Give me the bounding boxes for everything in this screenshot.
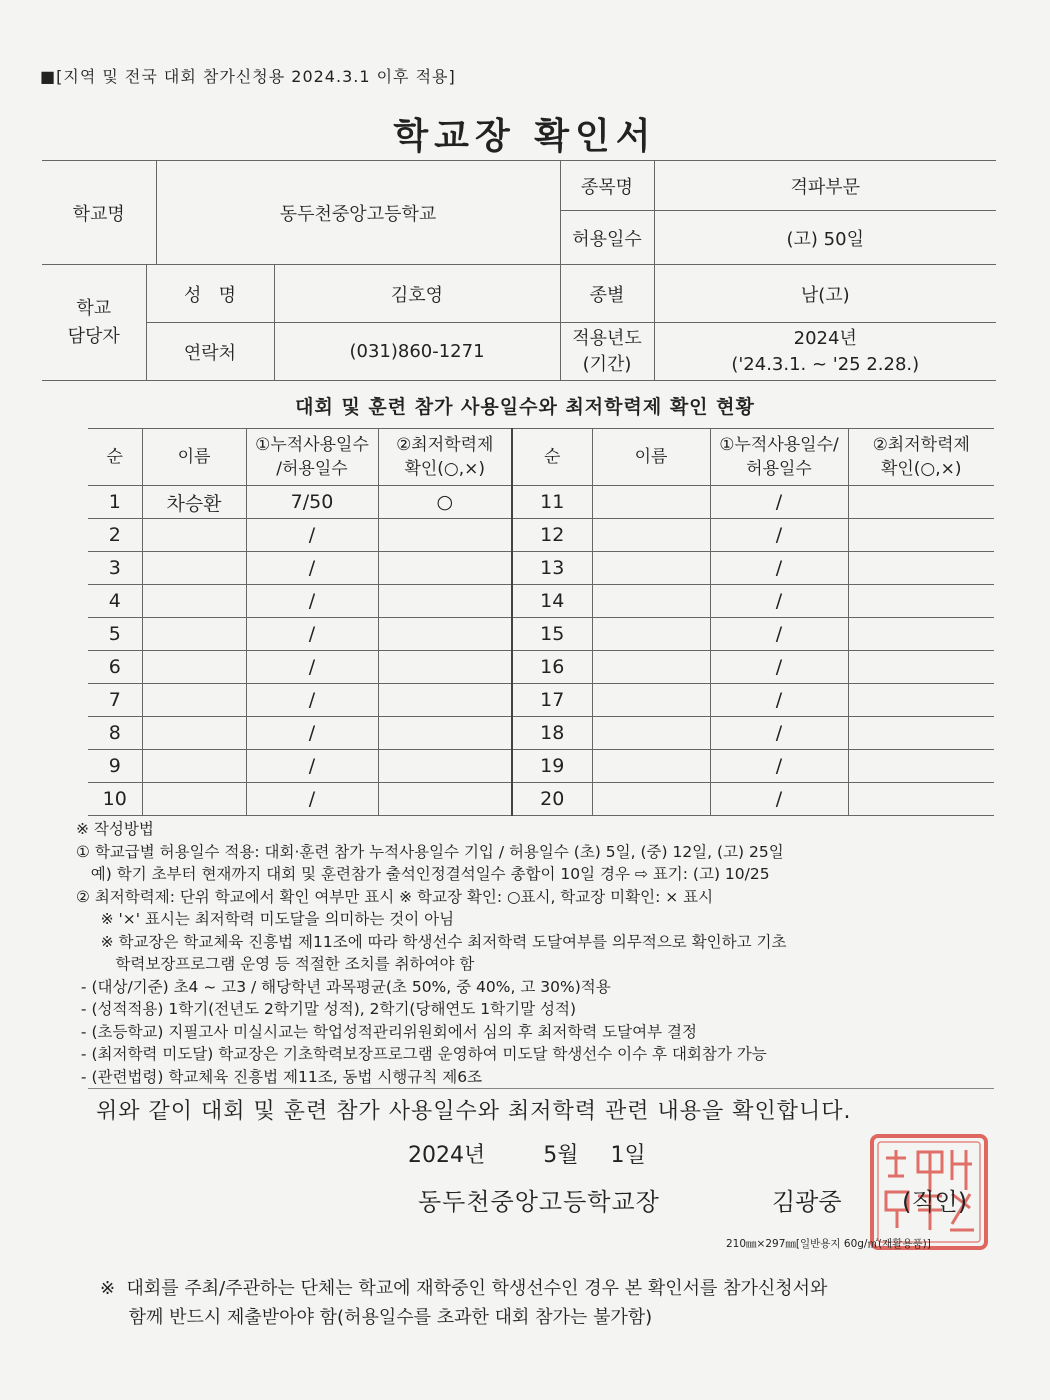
row-check	[848, 684, 994, 717]
row-no: 10	[88, 783, 142, 816]
row-no: 14	[512, 585, 592, 618]
table-row	[88, 651, 994, 684]
row-name	[592, 651, 710, 684]
table-row	[88, 519, 994, 552]
note-line: ※ 학교장은 학교체육 진흥법 제11조에 따라 학생선수 최저학력 도달여부를 의무적으로 확인하고 기초	[76, 932, 787, 951]
row-name	[142, 519, 246, 552]
divider	[88, 1088, 994, 1089]
row-no: 18	[512, 717, 592, 750]
school-label: 학교명	[42, 161, 156, 265]
row-check	[378, 618, 512, 651]
note-line: - (대상/기준) 초4 ~ 고3 / 해당학년 과목평균(초 50%, 중 40%, 고 30%)적용	[76, 977, 611, 996]
row-usage: /	[246, 783, 378, 816]
row-name	[592, 519, 710, 552]
col-usage-right-l1: ①누적사용일수/	[719, 435, 839, 455]
row-usage: /	[710, 618, 848, 651]
year-label	[560, 323, 654, 381]
row-check	[848, 717, 994, 750]
row-usage: 7/50	[246, 486, 378, 519]
row-check	[378, 585, 512, 618]
table-row	[88, 750, 994, 783]
signature-school: 동두천중앙고등학교장	[418, 1188, 660, 1216]
year-value	[654, 323, 996, 381]
row-no: 12	[512, 519, 592, 552]
row-usage: /	[710, 552, 848, 585]
name-label: 성 명	[146, 265, 274, 323]
note-line: ※ 작성방법	[76, 820, 154, 838]
row-no: 8	[88, 717, 142, 750]
row-no: 1	[88, 486, 142, 519]
row-no: 20	[512, 783, 592, 816]
contact-label: 연락처	[146, 323, 274, 381]
table-row	[88, 585, 994, 618]
row-check	[378, 783, 512, 816]
row-usage: /	[246, 651, 378, 684]
note-line: - (초등학교) 지필고사 미실시교는 학업성적관리위원회에서 심의 후 최저학력 도달여부 결정	[76, 1022, 697, 1041]
row-no: 16	[512, 651, 592, 684]
row-no: 4	[88, 585, 142, 618]
col-check-left-l2: 확인(○,×)	[404, 459, 486, 479]
table-row	[88, 684, 994, 717]
row-usage: /	[246, 717, 378, 750]
row-check	[378, 651, 512, 684]
name-value: 김호영	[274, 265, 560, 323]
info-table	[42, 160, 996, 381]
note-line: 학력보장프로그램 운영 등 적절한 조치를 취하여야 함	[76, 955, 475, 973]
category-value: 남(고)	[654, 265, 996, 323]
row-check	[848, 585, 994, 618]
row-check	[848, 618, 994, 651]
row-check	[848, 750, 994, 783]
event-value: 격파부문	[654, 161, 996, 211]
row-name	[142, 684, 246, 717]
col-check-right-l2: 확인(○,×)	[880, 459, 962, 479]
header-note: ■[지역 및 전국 대회 참가신청용 2024.3.1 이후 적용]	[40, 67, 456, 86]
row-usage: /	[710, 783, 848, 816]
row-usage: /	[246, 519, 378, 552]
note-line: ① 학교급별 허용일수 적용: 대회·훈련 참가 누적사용일수 기입 / 허용일수 (초) 5일, (중) 12일, (고) 25일	[76, 842, 784, 861]
row-check	[848, 783, 994, 816]
table-row	[88, 552, 994, 585]
year-label-line2: (기간)	[582, 353, 632, 375]
row-no: 2	[88, 519, 142, 552]
row-name	[592, 552, 710, 585]
row-usage: /	[710, 750, 848, 783]
col-usage-left-l1: ①누적사용일수	[255, 435, 369, 455]
row-name	[592, 486, 710, 519]
date-year: 2024년	[408, 1143, 486, 1168]
row-usage: /	[246, 684, 378, 717]
year-label-line1: 적용년도	[572, 327, 642, 349]
row-name	[592, 750, 710, 783]
row-name	[142, 552, 246, 585]
page-title: 학교장 확인서	[393, 116, 657, 157]
row-name: 차승환	[142, 486, 246, 519]
row-check: ○	[378, 486, 512, 519]
row-name	[592, 717, 710, 750]
row-check	[848, 651, 994, 684]
table-row	[88, 486, 994, 519]
writing-instructions	[76, 818, 996, 1088]
col-name-left: 이름	[142, 429, 246, 486]
col-usage-right-l2: 허용일수	[746, 459, 812, 479]
note-line: ② 최저학력제: 단위 학교에서 확인 여부만 표시 ※ 학교장 확인: ○표시, 학교장 미확인: × 표시	[76, 887, 714, 906]
table-row	[88, 783, 994, 816]
year-value-line1: 2024년	[793, 327, 857, 349]
row-check	[378, 684, 512, 717]
row-no: 11	[512, 486, 592, 519]
col-usage-left	[246, 429, 378, 486]
row-check	[378, 552, 512, 585]
row-check	[848, 552, 994, 585]
col-usage-left-l2: /허용일수	[276, 459, 348, 479]
contact-value: (031)860-1271	[274, 323, 560, 381]
date-day: 1일	[610, 1143, 646, 1168]
issue-date	[408, 1138, 646, 1169]
col-usage-right	[710, 429, 848, 486]
row-usage: /	[710, 585, 848, 618]
row-usage: /	[710, 684, 848, 717]
footer-line-2: 함께 반드시 제출받아야 함(허용일수를 초과한 대회 참가는 불가함)	[100, 1307, 653, 1328]
row-usage: /	[710, 717, 848, 750]
row-check	[378, 717, 512, 750]
note-line: 예) 학기 초부터 현재까지 대회 및 훈련참가 출석인정결석일수 총합이 10일 경우 ⇨ 표기: (고) 10/25	[76, 865, 770, 883]
status-table	[88, 428, 994, 816]
col-name-right: 이름	[592, 429, 710, 486]
row-no: 9	[88, 750, 142, 783]
note-line: - (성적적용) 1학기(전년도 2학기말 성적), 2학기(당해연도 1학기말 성적)	[76, 1000, 576, 1018]
col-check-right-l1: ②최저학력제	[872, 435, 970, 455]
year-value-line2: ('24.3.1. ~ '25 2.28.)	[731, 353, 920, 375]
school-value: 동두천중앙고등학교	[156, 161, 560, 265]
signature-name: 김광중	[772, 1188, 842, 1216]
manager-label: 학교 담당자	[42, 265, 146, 381]
row-no: 13	[512, 552, 592, 585]
row-name	[592, 783, 710, 816]
date-month: 5월	[543, 1143, 579, 1168]
note-line: - (최저학력 미도달) 학교장은 기초학력보장프로그램 운영하여 미도달 학생선수 이수 후 대회참가 가능	[76, 1045, 767, 1063]
row-usage: /	[246, 585, 378, 618]
row-no: 6	[88, 651, 142, 684]
note-line: ※ '×' 표시는 최저학력 미도달을 의미하는 것이 아님	[76, 910, 455, 928]
row-no: 3	[88, 552, 142, 585]
row-usage: /	[710, 651, 848, 684]
footer-note	[100, 1274, 1000, 1332]
col-check-left	[378, 429, 512, 486]
row-usage: /	[710, 486, 848, 519]
allowed-days-value: (고) 50일	[654, 211, 996, 265]
row-usage: /	[246, 552, 378, 585]
col-check-right	[848, 429, 994, 486]
col-no-right: 순	[512, 429, 592, 486]
row-no: 15	[512, 618, 592, 651]
row-check	[848, 519, 994, 552]
row-name	[142, 651, 246, 684]
row-name	[142, 750, 246, 783]
allowed-days-label: 허용일수	[560, 211, 654, 265]
seal-label: (직인)	[902, 1188, 968, 1216]
row-no: 5	[88, 618, 142, 651]
table-row	[88, 618, 994, 651]
row-name	[142, 585, 246, 618]
row-name	[592, 618, 710, 651]
row-no: 19	[512, 750, 592, 783]
category-label: 종별	[560, 265, 654, 323]
footer-line-1: ※ 대회를 주최/주관하는 단체는 학교에 재학중인 학생선수인 경우 본 확인서를 참가신청서와	[100, 1278, 828, 1299]
row-name	[142, 618, 246, 651]
row-no: 17	[512, 684, 592, 717]
row-usage: /	[246, 618, 378, 651]
status-title: 대회 및 훈련 참가 사용일수와 최저학력제 확인 현황	[295, 396, 755, 418]
event-label: 종목명	[560, 161, 654, 211]
row-no: 7	[88, 684, 142, 717]
row-usage: /	[710, 519, 848, 552]
confirm-statement: 위와 같이 대회 및 훈련 참가 사용일수와 최저학력 관련 내용을 확인합니다.	[96, 1099, 852, 1124]
note-line: - (관련법령) 학교체육 진흥법 제11조, 동법 시행규칙 제6조	[76, 1067, 483, 1086]
row-name	[142, 783, 246, 816]
row-name	[142, 717, 246, 750]
row-usage: /	[246, 750, 378, 783]
row-name	[592, 585, 710, 618]
row-check	[378, 750, 512, 783]
col-no-left: 순	[88, 429, 142, 486]
paper-spec: 210㎜×297㎜[일반용지 60g/㎡(재활용품)]	[726, 1238, 931, 1250]
col-check-left-l1: ②최저학력제	[396, 435, 494, 455]
row-check	[378, 519, 512, 552]
row-name	[592, 684, 710, 717]
row-check	[848, 486, 994, 519]
table-row	[88, 717, 994, 750]
